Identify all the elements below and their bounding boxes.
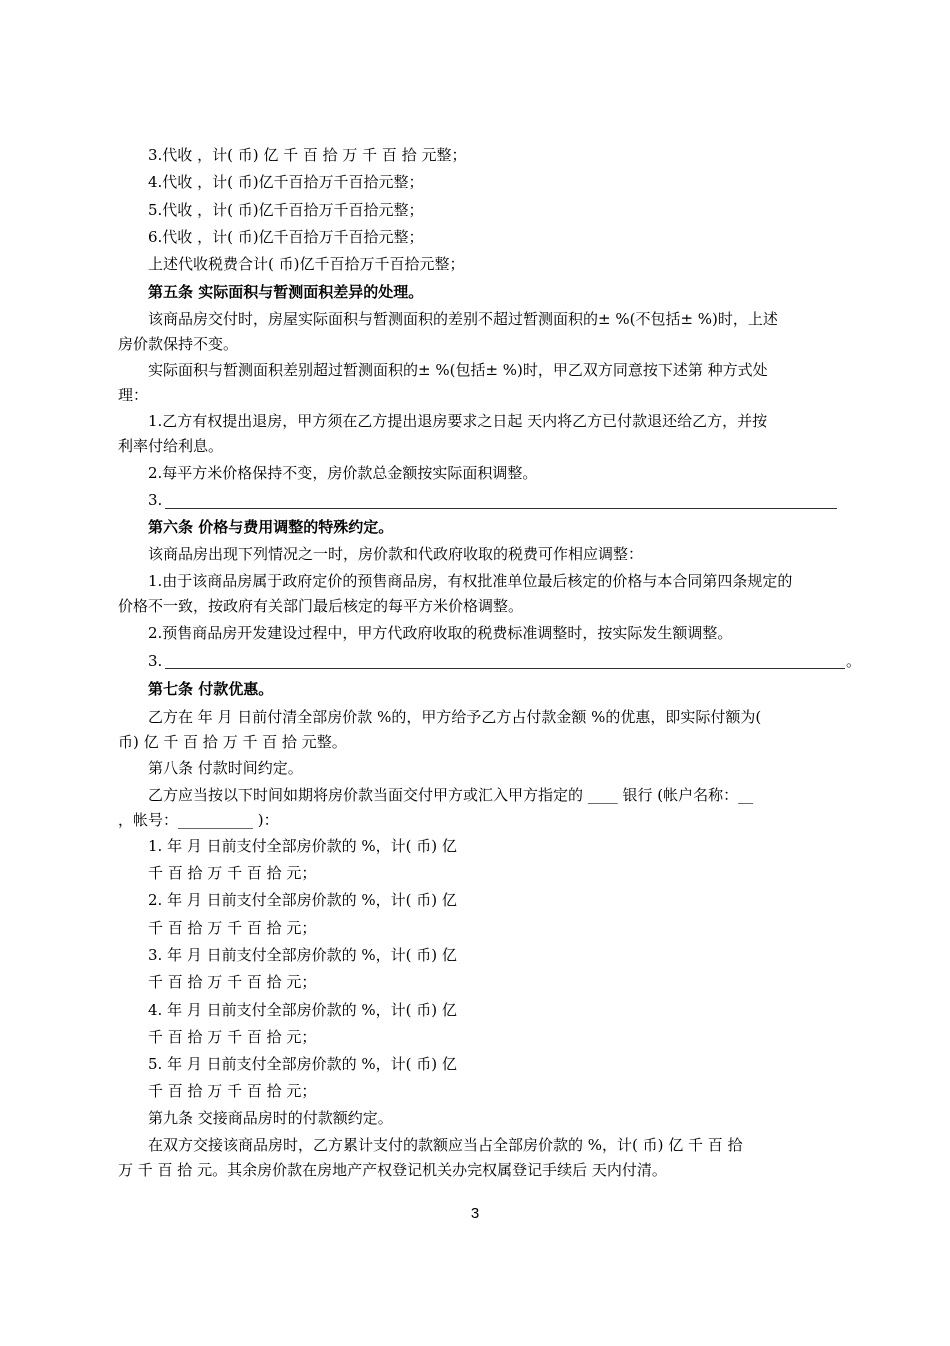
text-line: 5.代收 ，计( 币)亿千百拾万千百拾元整；	[148, 201, 424, 219]
text-line: 3. 年 月 日前支付全部房价款的 %，计( 币) 亿	[148, 946, 457, 964]
text-line: 千 百 拾 万 千 百 拾 元；	[148, 864, 317, 882]
text-line: 万 千 百 拾 元。其余房价款在房地产产权登记机关办完权属登记手续后 天内付清。	[118, 1161, 667, 1179]
text-line: 1.乙方有权提出退房，甲方须在乙方提出退房要求之日起 天内将乙方已付款退还给乙方，并按	[148, 412, 768, 430]
text-line: 5. 年 月 日前支付全部房价款的 %，计( 币) 亿	[148, 1055, 457, 1073]
text-line: 千 百 拾 万 千 百 拾 元；	[148, 973, 317, 991]
section-heading: 第五条 实际面积与暂测面积差异的处理。	[148, 283, 424, 301]
text-line: 千 百 拾 万 千 百 拾 元；	[148, 1082, 317, 1100]
text-line: 千 百 拾 万 千 百 拾 元；	[148, 1028, 317, 1046]
text-line: 理：	[118, 386, 149, 404]
text-line: 利率付给利息。	[118, 437, 224, 455]
text-line: 第八条 付款时间约定。	[148, 759, 303, 777]
text-line: 2.每平方米价格保持不变，房价款总金额按实际面积调整。	[148, 464, 538, 482]
text-line: 第九条 交接商品房时的付款额约定。	[148, 1109, 393, 1127]
text-line: 3.	[148, 652, 163, 670]
text-line: 4. 年 月 日前支付全部房价款的 %，计( 币) 亿	[148, 1001, 457, 1019]
line-end-mark: 。	[846, 652, 862, 670]
text-line: 3.代收 ，计( 币) 亿 千 百 拾 万 千 百 拾 元整；	[148, 146, 467, 164]
text-line: 4.代收 ，计( 币)亿千百拾万千百拾元整；	[148, 173, 424, 191]
text-line: 房价款保持不变。	[118, 335, 239, 353]
section-heading: 第六条 价格与费用调整的特殊约定。	[148, 518, 394, 536]
text-line: 币) 亿 千 百 拾 万 千 百 拾 元整。	[118, 733, 347, 751]
text-line: 乙方应当按以下时间如期将房价款当面交付甲方或汇入甲方指定的 ____ 银行 (帐户名称：__	[148, 786, 754, 804]
text-line: 上述代收税费合计( 币)亿千百拾万千百拾元整；	[148, 255, 465, 273]
text-line: 价格不一致，按政府有关部门最后核定的每平方米价格调整。	[118, 597, 524, 615]
blank-fill-line-5-3	[165, 508, 837, 509]
text-line: 该商品房出现下列情况之一时，房价款和代政府收取的税费可作相应调整：	[148, 545, 644, 563]
text-line: ，帐号：__________ )：	[118, 811, 279, 829]
text-line: 2. 年 月 日前支付全部房价款的 %，计( 币) 亿	[148, 891, 457, 909]
page-number: 3	[470, 1205, 480, 1222]
blank-fill-line-6-3	[165, 668, 845, 669]
text-line: 1. 年 月 日前支付全部房价款的 %，计( 币) 亿	[148, 837, 457, 855]
section-heading: 第七条 付款优惠。	[148, 680, 274, 698]
text-line: 实际面积与暂测面积差别超过暂测面积的± %(包括± %)时，甲乙双方同意按下述第 种方式处	[148, 361, 768, 379]
text-line: 3.	[148, 491, 163, 509]
text-line: 该商品房交付时，房屋实际面积与暂测面积的差别不超过暂测面积的± %(不包括± %)时，上述	[148, 310, 778, 328]
text-line: 千 百 拾 万 千 百 拾 元；	[148, 919, 317, 937]
text-line: 6.代收 ，计( 币)亿千百拾万千百拾元整；	[148, 228, 424, 246]
text-line: 2.预售商品房开发建设过程中，甲方代政府收取的税费标准调整时，按实际发生额调整。	[148, 624, 733, 642]
text-line: 乙方在 年 月 日前付清全部房价款 %的，甲方给予乙方占付款金额 %的优惠，即实际付额为(	[148, 708, 762, 726]
text-line: 在双方交接该商品房时，乙方累计支付的款额应当占全部房价款的 %，计( 币) 亿 千 百 拾	[148, 1136, 743, 1154]
text-line: 1.由于该商品房属于政府定价的预售商品房，有权批准单位最后核定的价格与本合同第四条规定的	[148, 572, 793, 590]
